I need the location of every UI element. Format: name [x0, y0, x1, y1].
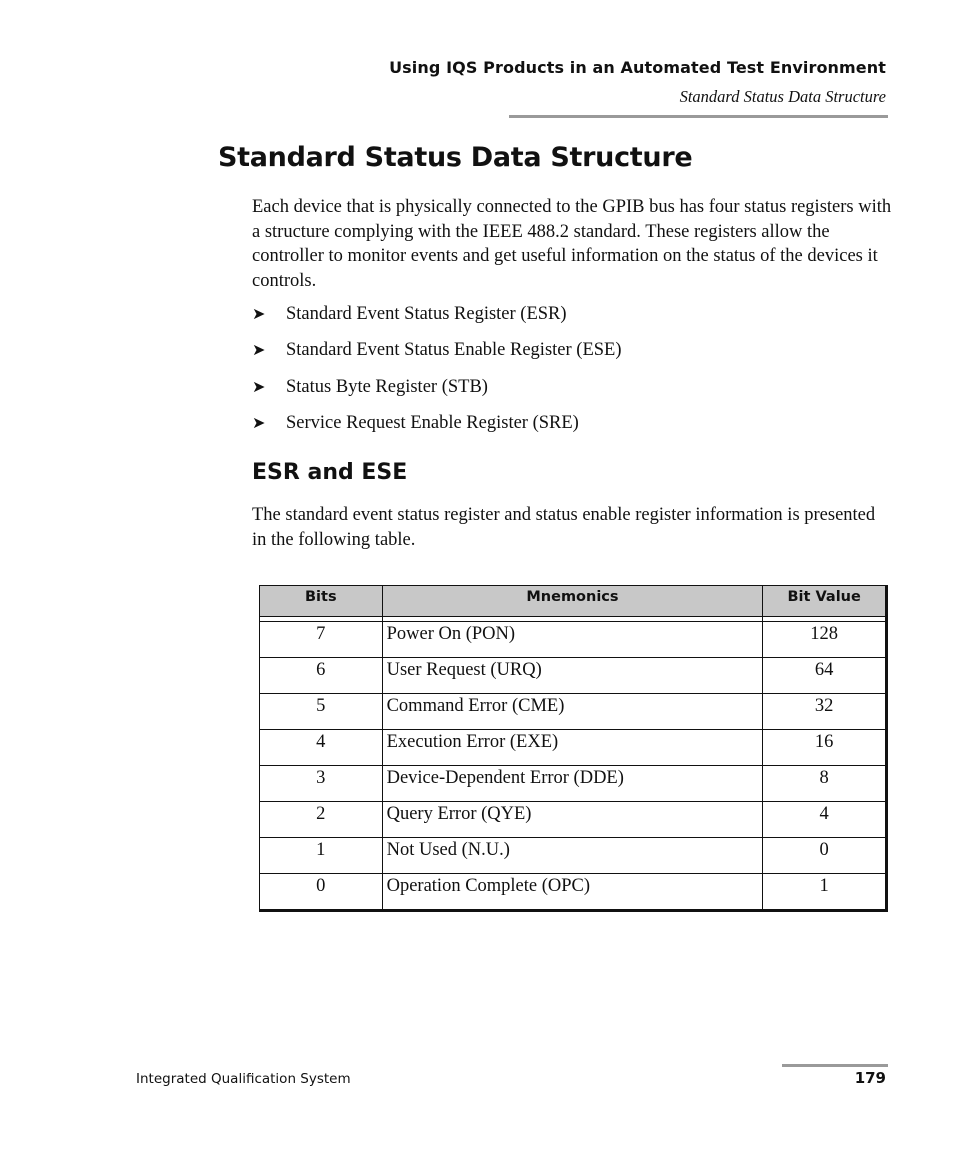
cell-mnemonic: Execution Error (EXE)	[382, 730, 763, 766]
table-row	[260, 622, 887, 658]
cell-bits: 3	[260, 766, 383, 802]
list-item	[252, 375, 622, 411]
cell-bits: 0	[260, 874, 383, 911]
list-item	[252, 411, 622, 447]
cell-bit-value: 8	[763, 766, 887, 802]
cell-bit-value: 128	[763, 622, 887, 658]
page-number: 179	[854, 1069, 886, 1087]
cell-bits: 5	[260, 694, 383, 730]
table-row	[260, 874, 887, 911]
cell-bit-value: 1	[763, 874, 887, 911]
header-rule	[509, 115, 888, 118]
footer-product-name: Integrated Qualification System	[136, 1071, 351, 1087]
subsection-title: ESR and ESE	[252, 460, 408, 485]
cell-mnemonic: User Request (URQ)	[382, 658, 763, 694]
subsection-paragraph: The standard event status register and status enable register information is presented in the following table.	[252, 505, 876, 550]
running-header-section: Standard Status Data Structure	[679, 87, 886, 106]
list-item-text: Standard Event Status Register (ESR)	[286, 304, 567, 324]
cell-bit-value: 0	[763, 838, 887, 874]
cell-bits: 6	[260, 658, 383, 694]
cell-bit-value: 64	[763, 658, 887, 694]
list-item	[252, 338, 622, 374]
cell-mnemonic: Device-Dependent Error (DDE)	[382, 766, 763, 802]
arrow-bullet-icon: ➤	[252, 414, 266, 432]
cell-mnemonic: Command Error (CME)	[382, 694, 763, 730]
table-row	[260, 730, 887, 766]
table-row	[260, 802, 887, 838]
running-header-chapter: Using IQS Products in an Automated Test Environment	[389, 58, 886, 77]
table-row	[260, 658, 887, 694]
arrow-bullet-icon: ➤	[252, 306, 266, 323]
cell-bits: 4	[260, 730, 383, 766]
list-item-text: Standard Event Status Enable Register (ESE)	[286, 340, 622, 361]
cell-mnemonic: Not Used (N.U.)	[382, 838, 763, 874]
cell-mnemonic: Query Error (QYE)	[382, 802, 763, 838]
register-list	[252, 302, 622, 447]
esr-ese-table	[259, 585, 888, 912]
list-item-text: Status Byte Register (STB)	[286, 376, 488, 397]
arrow-bullet-icon: ➤	[252, 342, 266, 360]
cell-bits: 7	[260, 622, 383, 658]
footer-rule	[782, 1064, 888, 1067]
cell-bits: 1	[260, 838, 383, 874]
arrow-bullet-icon: ➤	[252, 378, 266, 396]
cell-bits: 2	[260, 802, 383, 838]
cell-bit-value: 32	[763, 694, 887, 730]
header-mnemonics: Mnemonics	[382, 586, 763, 617]
header-bits: Bits	[260, 586, 383, 617]
cell-bit-value: 4	[763, 802, 887, 838]
cell-mnemonic: Power On (PON)	[382, 622, 763, 658]
table-row	[260, 694, 887, 730]
header-bit-value: Bit Value	[763, 586, 887, 617]
table-row	[260, 838, 887, 874]
cell-bit-value: 16	[763, 730, 887, 766]
cell-mnemonic: Operation Complete (OPC)	[382, 874, 763, 911]
list-item	[252, 302, 622, 338]
table-row	[260, 766, 887, 802]
list-item-text: Service Request Enable Register (SRE)	[286, 412, 579, 433]
table-header-row	[260, 586, 887, 617]
section-title: Standard Status Data Structure	[218, 142, 693, 173]
intro-paragraph: Each device that is physically connected to the GPIB bus has four status registers with a structure complying with the IEEE 488.2 standard. These registers allow the controller to monitor events and get useful information on the status of the devices it controls.	[252, 197, 892, 291]
